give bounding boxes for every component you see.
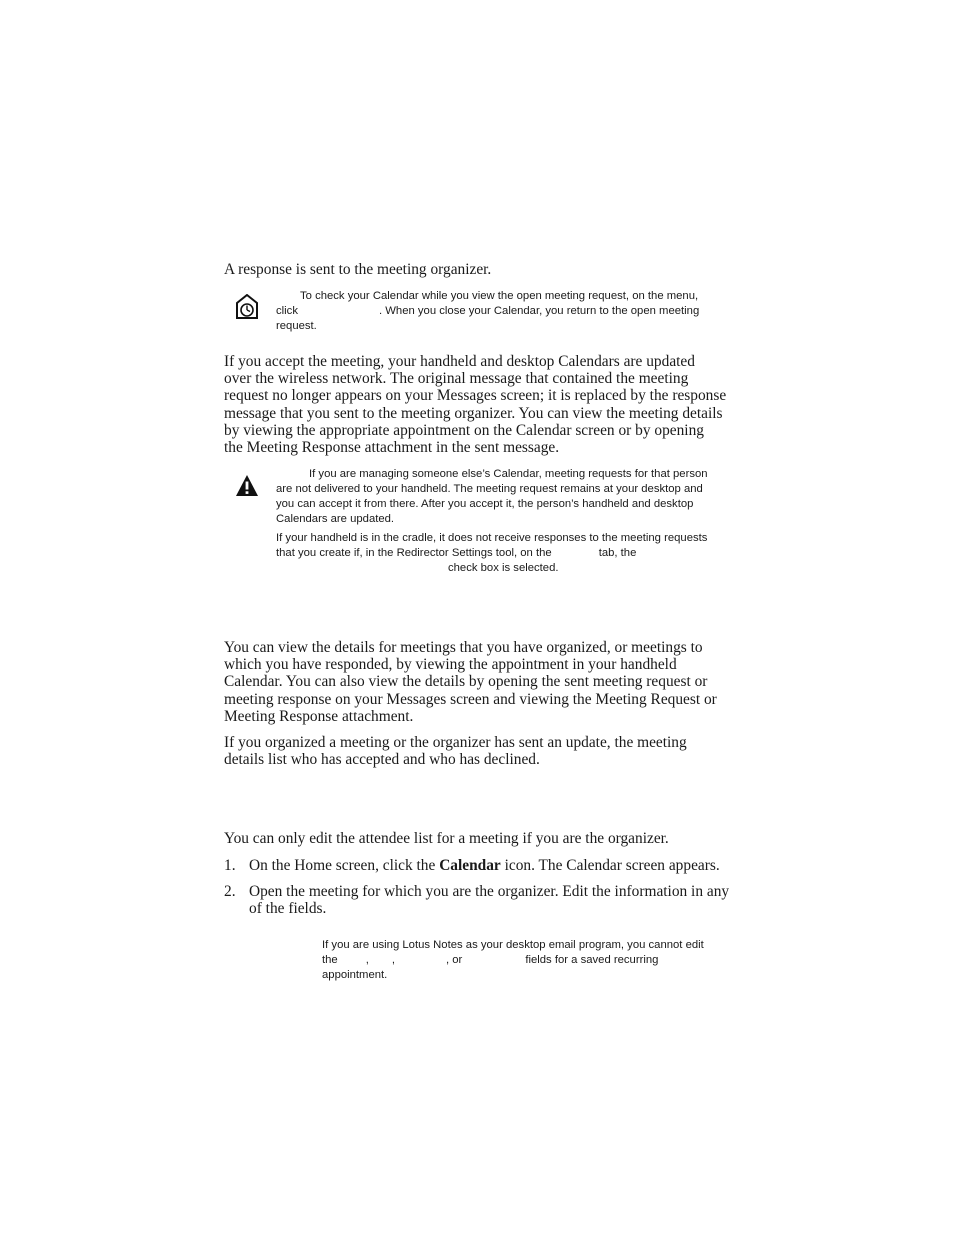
lotus-note: If you are using Lotus Notes as your desktop email program, you cannot edit the , , , or fields for a saved recurring appointment. [322, 939, 704, 981]
step-2: 2. Open the meeting for which you are the organizer. Edit the information in any of the fields. [224, 883, 730, 918]
warning-icon [235, 474, 259, 498]
calendar-term: Calendar [439, 857, 501, 874]
organized-paragraph: If you organized a meeting or the organizer has sent an update, the meeting details list who has accepted and who has declined. [224, 734, 687, 769]
accept-paragraph: If you accept the meeting, your handheld and desktop Calendars are updated over the wireless network. The original message that contained the meeting request no longer appears on your Messages screen; it is replaced by the response message that you sent to the meeting organizer. You can view the meeting details by viewing the appropriate appointment on the Calendar screen or by opening the Meeting Response attachment in the sent message. [224, 353, 727, 457]
step-1: 1. On the Home screen, click the Calendar icon. The Calendar screen appears. [224, 857, 720, 874]
warning-note-line-6: that you create if, in the Redirector Settings tool, on the tab, the [276, 547, 637, 559]
view-details-paragraph: You can view the details for meetings that you have organized, or meetings to which you have responded, by viewing the appointment in your handheld Calendar. You can also view the details by opening the sent meeting request or meeting response on your Messages screen and viewing the Meeting Request or Meeting Response attachment. [224, 639, 717, 725]
intro-text: A response is sent to the meeting organizer. [224, 261, 492, 278]
warning-note: If you are managing someone else’s Calendar, meeting requests for that person are not delivered to your handheld. The meeting request remains at your desktop and you can accept it from there. After you accept it, the person’s handheld and desktop Calendars are updated. If your handheld is in the cradle, it does not receive responses to the meeting requests that you create if, in the Redirector Settings tool, on the tab, the check box is selected. [276, 468, 708, 574]
lotus-note-line-2: the , , , or fields for a saved recurring [322, 954, 659, 966]
tip-note: To check your Calendar while you view the open meeting request, on the menu, click . When you close your Calendar, you return to the open meeting request. [276, 290, 700, 332]
edit-intro: You can only edit the attendee list for a meeting if you are the organizer. [224, 830, 669, 847]
clock-tip-icon [235, 294, 259, 320]
tip-note-line-2: click . When you close your Calendar, you return to the open meeting [276, 305, 700, 317]
